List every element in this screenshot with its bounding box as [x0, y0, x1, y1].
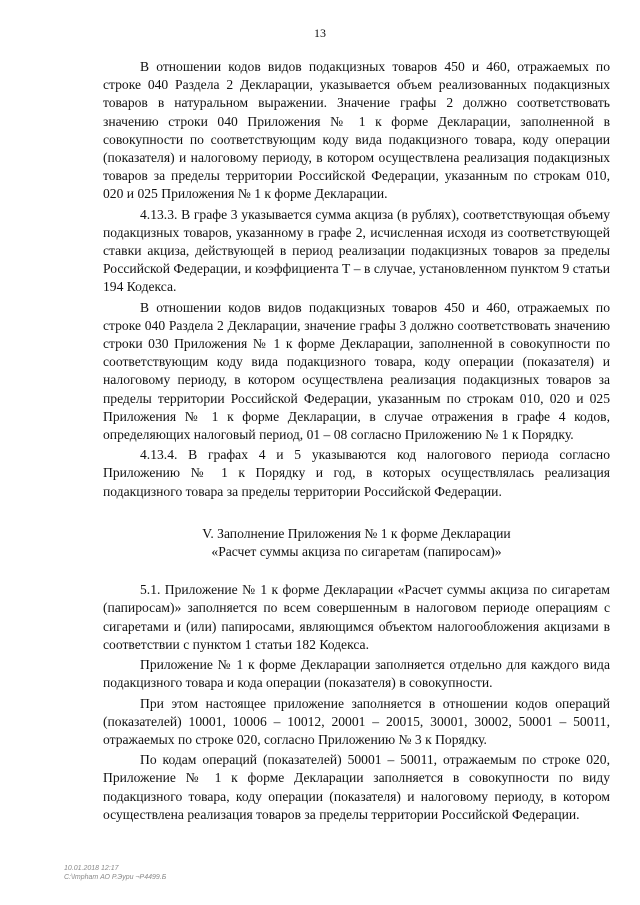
paragraph: В отношении кодов видов подакцизных товаров 450 и 460, отражаемых по строке 040 Раздела 2 Декларации, значение графы 3 должно соответствовать значению строки 030 Приложения № 1 к форме Декларации, заполненной в совокупности по соответствующим коду вида подакцизного товара, коду операции (показателя) и налоговому периоду, в котором осуществлена реализация подакцизных товаров за пределы территории Российской Федерации, указанным по строкам 010, 020 и 025 Приложения № 1 к форме Декларации, в случае отражения в графе 4 кодов, определяющих налоговый период, 01 – 08 согласно Приложению № 1 к Порядку.	[103, 299, 610, 443]
document-body	[103, 58, 610, 824]
paragraph: Приложение № 1 к форме Декларации заполняется отдельно для каждого вида подакцизного товара и кода операции (показателя) в совокупности.	[103, 657, 610, 691]
file-footer	[64, 864, 166, 882]
paragraph: 4.13.3. В графе 3 указывается сумма акциза (в рублях), соответствующая объему подакцизных товаров, указанному в графе 2, исчисленная исходя из соответствующей ставки акциза, действующей в период реализации подакцизных товаров за пределы Российской Федерации, и коэффициента Т – в случае, установленном пунктом 9 статьи 194 Кодекса.	[103, 206, 610, 295]
paragraph: При этом настоящее приложение заполняется в отношении кодов операций (показателей) 10001, 10006 – 10012, 20001 – 20015, 30001, 30002, 50001 – 50011, отражаемых по строке 020, согласно Приложению № 3 к Порядку.	[103, 695, 610, 747]
footer-path: С:\Impham АО Р.Эури ¬Р4499.Б	[64, 874, 167, 881]
paragraph: 5.1. Приложение № 1 к форме Декларации «Расчет суммы акциза по сигаретам (папиросам)» заполняется по всем совершенным в налоговом периоде операциям с сигаретами и (или) папиросами, являющимся объектом налогообложения акцизами в соответствии с пунктом 1 статьи 182 Кодекса.	[103, 582, 610, 652]
section-heading-line1: V. Заполнение Приложения № 1 к форме Декларации	[202, 525, 511, 541]
paragraph: По кодам операций (показателей) 50001 – 50011, отражаемым по строке 020, Приложение № 1 к форме Декларации заполняется в совокупности по виду подакцизного товара, коду операции (показателя) и налоговому периоду, в котором осуществлена реализация товаров за пределы территории Российской Федерации.	[103, 752, 610, 822]
paragraph: 4.13.4. В графах 4 и 5 указываются код налогового периода согласно Приложению № 1 к Порядку и год, в которых осуществлялась реализация подакцизного товара за пределы территории Российской Федерации.	[103, 447, 610, 499]
section-heading	[103, 525, 610, 561]
footer-date: 10.01.2018 12:17	[64, 865, 119, 872]
paragraph: В отношении кодов видов подакцизных товаров 450 и 460, отражаемых по строке 040 Раздела 2 Декларации, указывается объем реализованных подакцизных товаров в натуральном выражении. Значение графы 2 должно соответствовать значению строки 040 Приложения № 1 к форме Декларации, заполненной в совокупности по соответствующим коду вида подакцизного товара, коду операции (показателя) и налоговому периоду, в котором осуществлена реализация подакцизных товаров за пределы территории Российской Федерации, указанным по строкам 010, 020 и 025 Приложения № 1 к форме Декларации.	[103, 59, 610, 202]
page-number: 13	[314, 26, 326, 40]
section-heading-line2: «Расчет суммы акциза по сигаретам (папиросам)»	[211, 544, 502, 560]
